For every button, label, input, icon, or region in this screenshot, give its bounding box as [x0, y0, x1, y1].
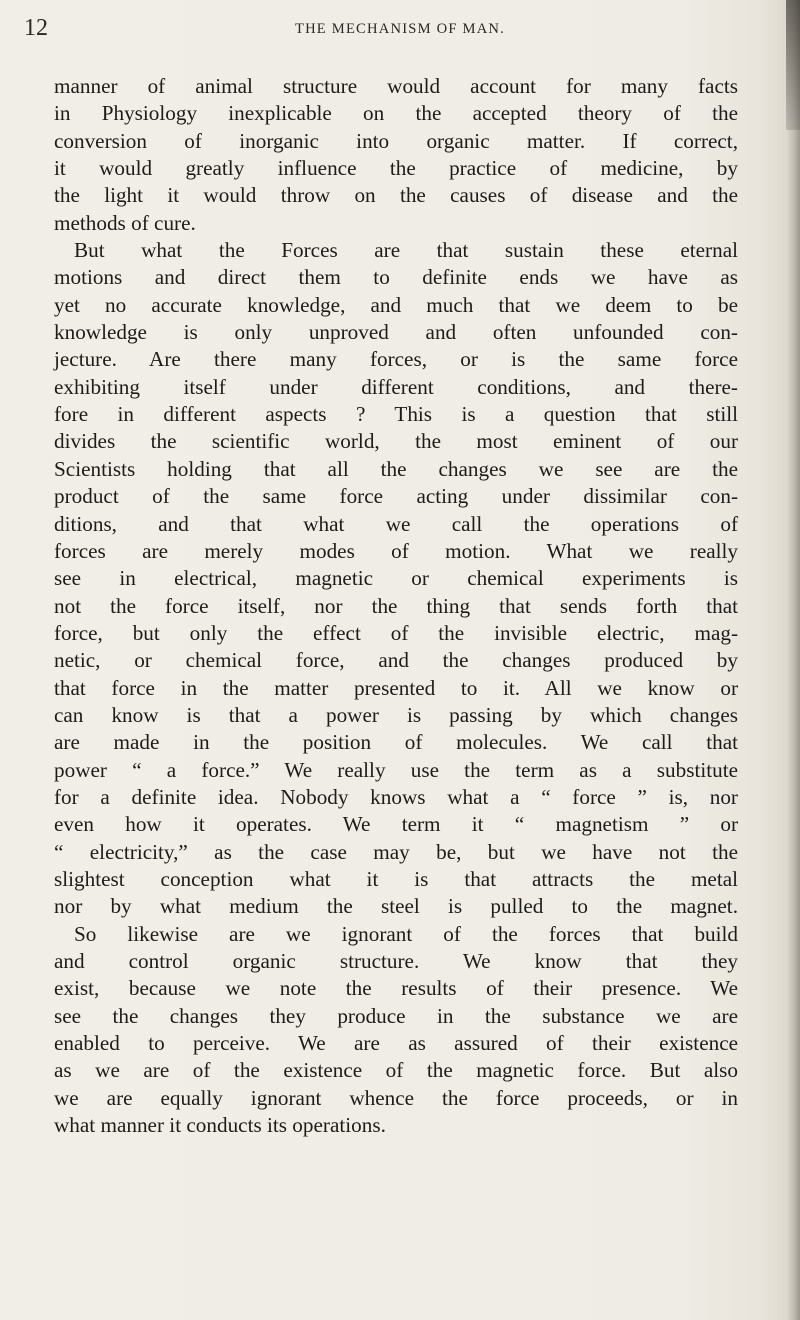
text-line: nor by what medium the steel is pulled to the magnet. — [54, 894, 738, 919]
text-line: and control organic structure. We know that they — [54, 949, 738, 973]
text-line: manner of animal structure would account for many facts — [54, 74, 738, 98]
text-line: that force in the matter presented to it. All we know or — [54, 675, 738, 700]
text-line: as we are of the existence of the magnetic force. But also — [54, 1058, 738, 1083]
text-line: divides the scientific world, the most eminent of our — [54, 429, 738, 454]
text-line: for a definite idea. Nobody knows what a “ force ” is, nor — [54, 784, 738, 809]
text-line: the light it would throw on the causes of disease and the — [54, 183, 738, 208]
text-line: netic, or chemical force, and the changes produced by — [54, 648, 738, 673]
text-line: motions and direct them to definite ends we have as — [54, 265, 738, 290]
text-line: methods of cure. — [54, 210, 196, 235]
text-line: even how it operates. We term it “ magnetism ” or — [54, 812, 738, 837]
text-line: can know is that a power is passing by which changes — [54, 702, 738, 727]
text-line: conversion of inorganic into organic matter. If correct, — [54, 128, 738, 153]
text-line: ditions, and that what we call the operations of — [54, 511, 738, 536]
text-line: knowledge is only unproved and often unfounded con- — [54, 320, 738, 345]
text-line: force, but only the effect of the invisible electric, mag- — [54, 620, 738, 645]
text-line: we are equally ignorant whence the force proceeds, or in — [54, 1085, 738, 1110]
text-line: forces are merely modes of motion. What we really — [54, 538, 738, 563]
text-line: in Physiology inexplicable on the accepted theory of the — [54, 101, 738, 126]
page-edge-shadow — [786, 0, 800, 1320]
text-line: see in electrical, magnetic or chemical experiments is — [54, 566, 738, 591]
text-line: what manner it conducts its operations. — [54, 1113, 386, 1138]
text-line: jecture. Are there many forces, or is the same force — [54, 347, 738, 372]
text-line: slightest conception what it is that attracts the metal — [54, 866, 738, 891]
body-text — [54, 73, 738, 1139]
text-line: “ electricity,” as the case may be, but we have not the — [54, 839, 738, 864]
page-number: 12 — [24, 15, 48, 41]
text-line: product of the same force acting under dissimilar con- — [54, 484, 738, 509]
text-line: yet no accurate knowledge, and much that we deem to be — [54, 292, 738, 317]
text-line: exhibiting itself under different conditions, and there- — [54, 374, 738, 399]
text-line: are made in the position of molecules. We call that — [54, 730, 738, 755]
text-line: power “ a force.” We really use the term as a substitute — [54, 757, 738, 782]
text-line: Scientists holding that all the changes we see are the — [54, 456, 738, 481]
text-line: enabled to perceive. We are as assured of their existence — [54, 1031, 738, 1056]
text-line: see the changes they produce in the substance we are — [54, 1003, 738, 1028]
text-line: So likewise are we ignorant of the forces that build — [74, 921, 738, 946]
text-line: But what the Forces are that sustain these eternal — [74, 238, 738, 263]
page-edge-shadow-top — [786, 0, 800, 130]
running-title: THE MECHANISM OF MAN. — [294, 21, 506, 37]
text-line: not the force itself, nor the thing that sends forth that — [54, 593, 738, 618]
text-line: exist, because we note the results of their presence. We — [54, 976, 738, 1001]
text-line: fore in different aspects ? This is a question that still — [54, 402, 738, 427]
text-line: it would greatly influence the practice of medicine, by — [54, 156, 738, 181]
